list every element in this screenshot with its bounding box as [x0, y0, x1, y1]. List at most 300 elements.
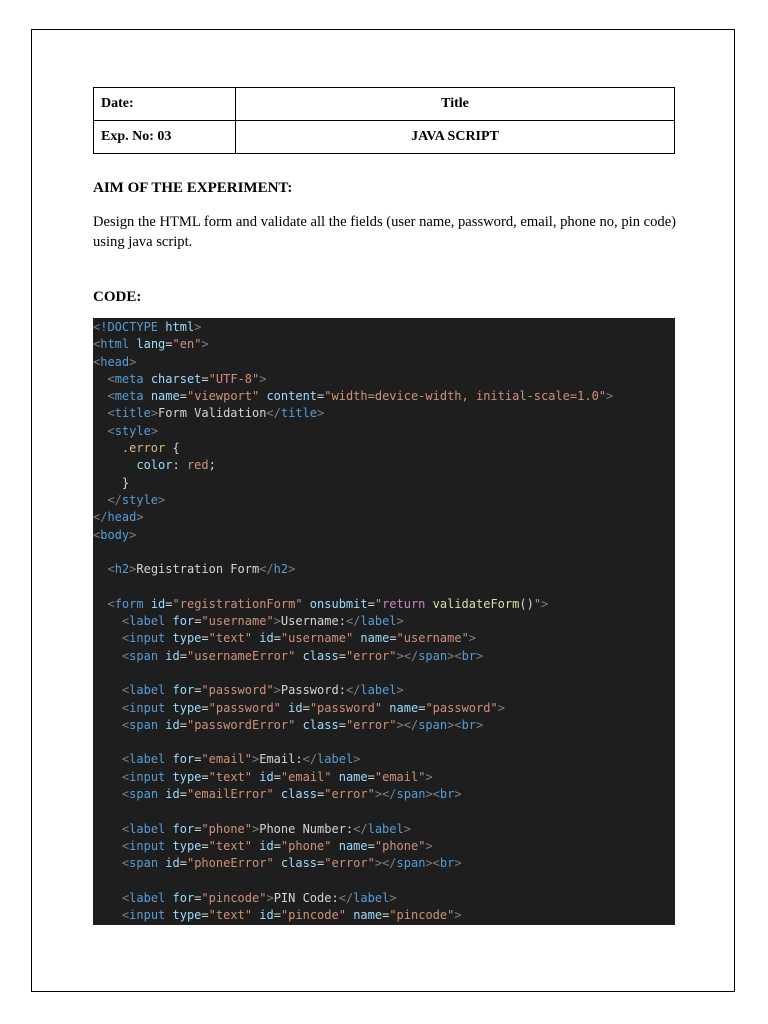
code-line	[93, 371, 675, 388]
code-token: =	[338, 648, 346, 663]
code-token: "width=device-width, initial-scale=1.0"	[324, 389, 607, 404]
code-token	[93, 631, 122, 645]
code-token: </	[259, 562, 274, 577]
code-token: <	[107, 596, 115, 611]
code-line	[93, 838, 675, 855]
code-token	[165, 683, 172, 697]
code-token: "password"	[309, 700, 383, 715]
code-token	[274, 856, 281, 870]
code-token: br	[439, 787, 455, 802]
code-block	[93, 318, 675, 925]
code-token: "username"	[280, 631, 354, 646]
code-token: =	[194, 683, 202, 698]
code-token: <	[121, 908, 130, 923]
code-line	[93, 544, 675, 561]
code-token: <	[121, 752, 130, 767]
code-token	[93, 649, 122, 663]
code-token: >	[476, 648, 484, 663]
code-token: id	[259, 769, 274, 784]
code-token: >	[150, 423, 159, 438]
code-token: <	[121, 614, 130, 629]
code-token: name	[389, 700, 419, 715]
code-token: label	[129, 614, 166, 629]
code-token: >	[129, 354, 137, 369]
code-token: >	[273, 614, 281, 629]
code-token: =	[201, 838, 209, 853]
code-token: =	[367, 769, 375, 784]
exp-no-label: Exp. No: 03	[94, 121, 236, 154]
code-token: "en"	[172, 337, 202, 352]
code-token: =	[302, 700, 310, 715]
code-token: "username"	[396, 631, 469, 646]
code-token: >	[273, 683, 281, 698]
code-token: =	[179, 389, 187, 404]
code-token: id	[288, 700, 303, 715]
code-token: h2	[273, 562, 289, 577]
code-token: id	[259, 838, 274, 853]
code-token: >	[317, 406, 325, 421]
code-token: =	[194, 821, 202, 836]
code-token: ;	[208, 458, 216, 473]
code-token: =	[317, 856, 325, 871]
code-line	[93, 682, 675, 699]
code-token: .error	[121, 441, 166, 456]
code-token: "phone"	[201, 821, 252, 836]
code-token	[93, 752, 122, 766]
code-line	[93, 388, 675, 405]
code-token: id	[165, 787, 180, 802]
code-token: >	[129, 562, 137, 577]
code-token: =	[338, 717, 346, 732]
code-token: span	[418, 717, 448, 732]
code-token: >	[454, 856, 462, 871]
code-token: <	[121, 856, 130, 871]
code-token: ></	[396, 717, 419, 732]
code-token: "	[374, 596, 383, 611]
code-token: charset	[150, 371, 202, 386]
code-token	[165, 770, 172, 784]
code-token: onsubmit	[309, 596, 368, 611]
code-token: lang	[136, 337, 166, 352]
code-token: >	[129, 527, 137, 542]
code-token: =	[273, 631, 281, 646]
code-token	[165, 839, 172, 853]
code-token: </	[353, 821, 368, 836]
code-token: "error"	[324, 856, 375, 871]
code-token: !DOCTYPE	[100, 320, 159, 334]
code-token: span	[396, 787, 426, 802]
code-token: >	[468, 631, 477, 646]
code-token: span	[129, 787, 159, 802]
code-token: "text"	[208, 769, 252, 784]
code-token: </	[107, 492, 122, 507]
code-token: >	[252, 752, 260, 767]
code-line	[93, 873, 675, 890]
code-line	[93, 700, 675, 717]
code-token: Form Validation	[158, 406, 267, 421]
code-token: "usernameError"	[186, 648, 296, 663]
code-token: >	[201, 337, 209, 352]
code-token: input	[129, 700, 166, 715]
code-token: =	[418, 700, 426, 715]
code-token: content	[266, 389, 318, 404]
code-token: "error"	[345, 717, 397, 732]
code-token	[295, 718, 302, 732]
code-token: for	[172, 752, 195, 767]
code-token: class	[302, 717, 339, 732]
code-line	[93, 751, 675, 768]
code-token: label	[129, 821, 166, 836]
code-token: "error"	[345, 648, 397, 663]
code-token: body	[100, 527, 130, 542]
code-token	[165, 631, 172, 645]
code-token: name	[360, 631, 390, 646]
code-token: ()	[519, 596, 534, 611]
code-token: label	[129, 890, 166, 905]
code-line	[93, 319, 675, 336]
code-line	[93, 561, 675, 578]
code-token: =	[179, 856, 187, 871]
code-token: ></	[396, 648, 419, 663]
code-token: "registrationForm"	[172, 596, 303, 611]
code-token: label	[317, 752, 354, 767]
code-token: id	[165, 717, 180, 732]
code-line	[93, 613, 675, 630]
code-token: Password:	[280, 683, 346, 698]
code-token: =	[165, 337, 173, 352]
code-token: id	[259, 908, 274, 923]
code-token	[93, 406, 107, 420]
code-token	[93, 441, 122, 455]
code-token: "text"	[208, 838, 252, 853]
code-token: type	[172, 700, 202, 715]
code-token: ><	[425, 856, 440, 871]
code-token	[425, 597, 432, 611]
code-token: <	[107, 371, 115, 386]
code-token: span	[129, 648, 159, 663]
code-token: <	[121, 821, 130, 836]
code-token: =	[201, 908, 209, 923]
code-token: >	[288, 562, 296, 577]
title-value: JAVA SCRIPT	[236, 121, 675, 154]
code-token: type	[172, 769, 202, 784]
code-token: >	[353, 752, 361, 767]
code-token: span	[396, 856, 426, 871]
code-token: =	[201, 631, 209, 646]
code-token	[274, 787, 281, 801]
code-token	[332, 770, 339, 784]
code-token: "viewport"	[186, 389, 260, 404]
code-token	[93, 493, 107, 507]
code-token: name	[150, 389, 180, 404]
code-line	[93, 734, 675, 751]
code-token: =	[367, 838, 375, 853]
code-token: "pincode"	[389, 908, 455, 923]
code-token	[165, 752, 172, 766]
code-token: span	[129, 856, 159, 871]
code-token: label	[360, 614, 397, 629]
code-token: h2	[114, 562, 130, 577]
code-token	[93, 597, 107, 611]
code-line	[93, 527, 675, 544]
code-token	[93, 891, 122, 905]
date-label: Date:	[94, 88, 236, 121]
header-row-2	[94, 121, 675, 154]
code-token: <	[93, 354, 101, 369]
code-token: =	[273, 908, 281, 923]
code-line	[93, 803, 675, 820]
code-token	[165, 891, 172, 905]
code-line	[93, 405, 675, 422]
code-token: =	[194, 752, 202, 767]
code-token: "text"	[208, 631, 252, 646]
code-token: =	[201, 371, 209, 386]
code-token: "email"	[201, 752, 252, 767]
code-token: =	[179, 648, 187, 663]
code-token: id	[150, 596, 166, 611]
code-token: <	[121, 700, 130, 715]
code-token: class	[280, 787, 318, 802]
code-token: <	[93, 337, 101, 352]
code-token: ></	[374, 856, 397, 871]
code-token: >	[425, 838, 433, 853]
code-line	[93, 475, 675, 492]
code-token: id	[165, 856, 180, 871]
code-token: PIN Code:	[273, 890, 339, 905]
code-line	[93, 717, 675, 734]
code-line	[93, 578, 675, 595]
code-token: <	[121, 717, 130, 732]
code-token: </	[338, 890, 354, 905]
code-token: "error"	[324, 787, 375, 802]
code-token: =	[317, 389, 325, 404]
code-token: span	[418, 648, 448, 663]
code-token: <	[121, 683, 130, 698]
code-token: }	[93, 475, 130, 490]
code-token: style	[121, 492, 159, 507]
code-token: >	[136, 510, 144, 525]
code-token: =	[273, 769, 281, 784]
header-table	[93, 87, 675, 154]
code-line	[93, 440, 675, 457]
code-token: >	[158, 492, 166, 507]
code-token: <	[121, 838, 130, 853]
code-token: id	[259, 631, 274, 646]
code-token: "password"	[425, 700, 498, 715]
code-line	[93, 354, 675, 371]
code-token: =	[382, 908, 390, 923]
code-token: :	[172, 458, 187, 473]
code-token: {	[165, 441, 180, 456]
code-token: =	[201, 700, 209, 715]
code-token: =	[194, 614, 202, 629]
code-line	[93, 890, 675, 907]
code-token: >	[476, 717, 484, 732]
code-token: type	[172, 631, 202, 646]
code-token: "phone"	[374, 838, 426, 853]
code-token: =	[179, 787, 187, 802]
code-token: =	[194, 890, 202, 905]
code-token: Phone Number:	[259, 821, 354, 836]
code-line	[93, 855, 675, 872]
code-token	[144, 597, 151, 611]
code-token: <	[121, 890, 130, 905]
code-line	[93, 665, 675, 682]
code-token	[93, 389, 107, 403]
header-row-1	[94, 88, 675, 121]
code-token: "passwordError"	[186, 717, 296, 732]
code-token: >	[266, 890, 274, 905]
code-token: <	[121, 631, 130, 646]
code-token: </	[266, 406, 281, 421]
code-line	[93, 648, 675, 665]
code-token	[93, 424, 107, 438]
code-token	[165, 908, 172, 922]
code-token: "phone"	[280, 838, 332, 853]
code-token: class	[280, 856, 318, 871]
code-line	[93, 423, 675, 440]
code-token	[93, 718, 122, 732]
code-token: for	[172, 614, 195, 629]
code-token: type	[172, 908, 202, 923]
code-token: >	[497, 700, 505, 715]
code-token: =	[389, 631, 397, 646]
code-line	[93, 630, 675, 647]
code-token: form	[114, 596, 144, 611]
code-token: >	[389, 890, 397, 905]
code-token	[165, 614, 172, 628]
aim-heading: AIM OF THE EXPERIMENT:	[93, 180, 293, 196]
code-token: for	[172, 821, 195, 836]
code-token: </	[345, 614, 361, 629]
code-token: =	[317, 787, 325, 802]
code-token: for	[172, 683, 195, 698]
code-token: >	[396, 614, 404, 629]
code-token: >	[606, 389, 614, 404]
code-token	[93, 372, 107, 386]
code-token: meta	[114, 389, 144, 404]
code-token: "email"	[374, 769, 426, 784]
code-token: "text"	[208, 908, 252, 923]
code-token: span	[129, 717, 159, 732]
code-token	[93, 614, 122, 628]
aim-text: Design the HTML form and validate all the fields (user name, password, email, phone no, pin code) using java script.	[93, 214, 677, 250]
code-token: type	[172, 838, 202, 853]
code-token: red	[186, 458, 209, 473]
code-token: >	[259, 371, 267, 386]
code-token: >	[150, 406, 159, 421]
code-token: class	[302, 648, 339, 663]
code-line	[93, 769, 675, 786]
code-token	[303, 597, 310, 611]
code-token	[332, 839, 339, 853]
code-token: "username"	[201, 614, 274, 629]
code-line	[93, 786, 675, 803]
code-token: Email:	[259, 752, 303, 767]
code-token: label	[367, 821, 404, 836]
code-token: validateForm	[432, 596, 520, 611]
code-token: =	[367, 596, 375, 611]
title-label: Title	[236, 88, 675, 121]
code-line	[93, 907, 675, 924]
code-token: meta	[114, 371, 144, 386]
code-token: </	[93, 510, 108, 525]
code-token: html	[165, 320, 195, 334]
code-token	[93, 908, 122, 922]
code-token	[165, 822, 172, 836]
code-token: "	[533, 596, 542, 611]
code-token: <	[121, 787, 130, 802]
code-token: style	[114, 423, 151, 438]
code-token: <	[107, 423, 115, 438]
code-token: =	[201, 769, 209, 784]
code-token	[165, 701, 172, 715]
code-token: "password"	[201, 683, 274, 698]
code-token: <	[107, 389, 115, 404]
code-token: =	[165, 596, 173, 611]
code-token: >	[252, 821, 260, 836]
code-token: for	[172, 890, 195, 905]
code-token	[144, 372, 151, 386]
code-token: "email"	[280, 769, 332, 784]
code-token: >	[425, 769, 433, 784]
code-token: color	[136, 458, 173, 473]
code-token	[93, 822, 122, 836]
code-token: "pincode"	[280, 908, 346, 923]
code-token: return	[382, 596, 426, 611]
code-token: <	[121, 769, 130, 784]
code-token: >	[454, 908, 462, 923]
code-token: </	[345, 683, 361, 698]
code-token: =	[179, 717, 187, 732]
code-token	[93, 770, 122, 784]
code-token: ><	[447, 648, 462, 663]
code-token: br	[461, 648, 477, 663]
code-token	[144, 389, 151, 403]
code-token: name	[338, 769, 368, 784]
code-line	[93, 509, 675, 526]
code-token	[93, 701, 122, 715]
code-line	[93, 492, 675, 509]
code-token: br	[461, 717, 477, 732]
code-token	[93, 562, 107, 576]
code-token: Username:	[280, 614, 346, 629]
code-token: Registration Form	[136, 562, 260, 577]
code-token: >	[403, 821, 411, 836]
code-line	[93, 457, 675, 474]
code-token: "UTF-8"	[208, 371, 260, 386]
code-token: label	[360, 683, 397, 698]
code-token: <	[121, 648, 130, 663]
code-token: label	[129, 752, 166, 767]
code-token	[93, 787, 122, 801]
code-token: >	[541, 596, 549, 611]
code-token	[295, 649, 302, 663]
code-token: >	[454, 787, 462, 802]
code-token: title	[114, 406, 151, 421]
code-token: <	[107, 406, 115, 421]
code-token: input	[129, 631, 166, 646]
code-token	[93, 839, 122, 853]
code-heading: CODE:	[93, 289, 142, 305]
code-token: name	[338, 838, 368, 853]
code-token: <	[107, 562, 115, 577]
code-token: br	[439, 856, 455, 871]
code-token: input	[129, 769, 166, 784]
code-token: ><	[425, 787, 440, 802]
code-token: html	[100, 337, 130, 352]
code-token: ><	[447, 717, 462, 732]
